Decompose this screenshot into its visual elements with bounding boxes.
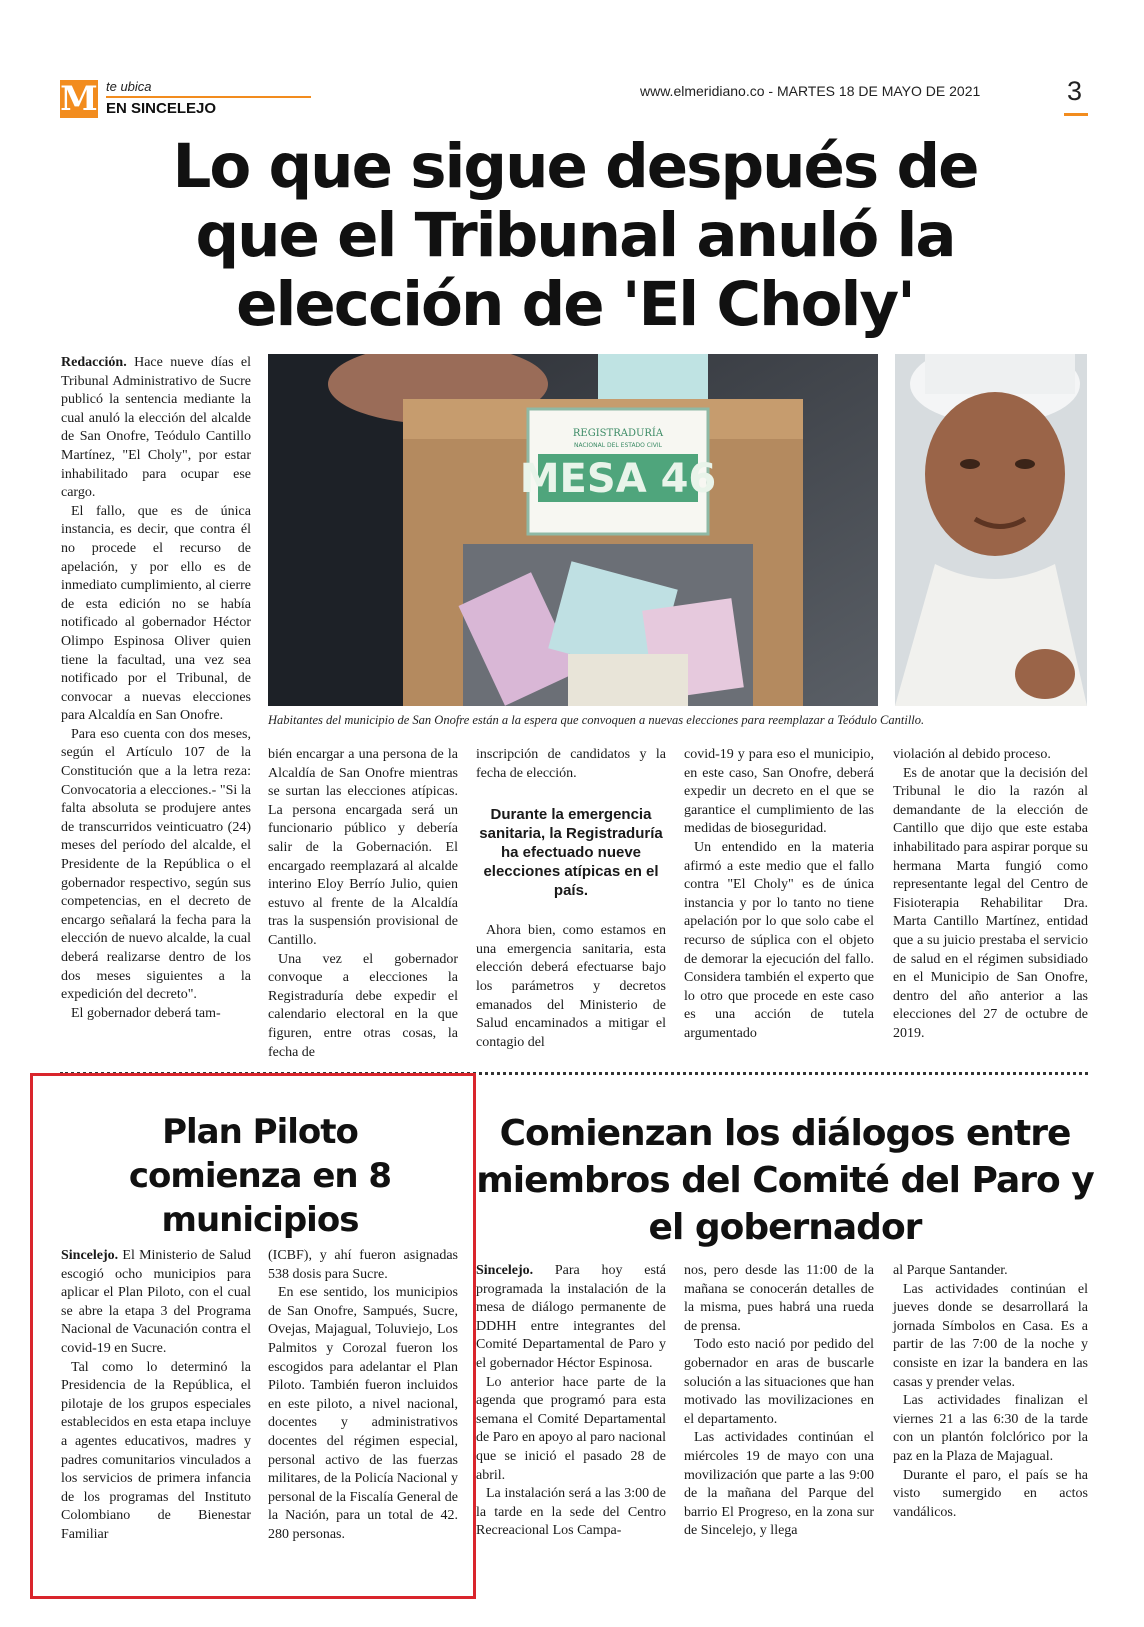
paragraph: Lo anterior hace parte de la agenda que programó para esta semana el Comité Departamental de Paro en apoyo al paro nacional que se inició el pasado 28 de abril. [476,1374,666,1483]
paragraph: El fallo, que es de única instancia, es decir, que contra él no procede el recurso de apelación, y por ello es de inmediato cumplimiento, al cierre de esta edición no se había notificado al gobernador Héctor Olimpo Espinosa Oliver quien tiene la facultad, una vez sea notificado por el Tribunal, de convocar a nuevas elecciones para Alcaldía en San Onofre. [61,503,251,724]
paragraph: La instalación será a las 3:00 de la tarde en la sede del Centro Recreacional Los Campa- [476,1486,666,1539]
ballot-box-illustration [268,354,878,706]
paragraph: En ese sentido, los municipios de San Onofre, Sampués, Sucre, Ovejas, Majagual, Toluviejo, Los Palmitos y Corozal fueron los escogidos para adelantar el Plan Piloto. También fueron incluidos en este piloto, a nivel nacional, docentes y administrativos docentes del régimen especial, personal activo de las fuerzas militares, de la Policía Nacional y personal de la Fiscalía General de la Nación, para un total de 42. 280 personas. [268,1285,458,1542]
page-number: 3 [1067,76,1083,106]
paragraph: Para eso cuenta con dos meses, según el Artículo 107 de la Constitución que a la letra reza: Convocatoria a elecciones.- "Si la falta absoluta se produjere antes de transcurridos veinticuatro (24) meses del período del alcalde, el Presidente de la República o el gobernador respectivo, según sus competencias, en el decreto de encargo señalará la fecha para la elección de nuevo alcalde, la cual deberá realizarse dentro de los dos meses siguientes a la expedición del decreto". [61,726,251,1003]
table-number: MESA 46 [519,456,717,502]
paragraph: Las actividades continúan el jueves donde se desarrollará la jornada Símbolos en Casa. Es a partir de las 7:00 de la noche y consiste en izar la bandera en las casas y prender velas. [893,1281,1088,1390]
paragraph: al Parque Santander. [893,1263,1008,1278]
paragraph: Las actividades finalizan el viernes 21 a las 6:30 de la tarde con un plantón folclórico por la paz en la Plaza de Majagual. [893,1393,1088,1464]
main-article-column-3 [476,746,666,1052]
paragraph: violación al debido proceso. [893,747,1051,762]
paragraph: Tal como lo determinó la Presidencia de la República, el pilotaje de los grupos especiales establecidos en esta etapa incluye a agentes educativos, madres y padres comunitarios vinculados a los servicios de primera infancia de los programas del Instituto Colombiano de Bienestar Familiar [61,1359,251,1542]
paragraph: Todo esto nació por pedido del gobernador en aras de buscarle solución a las situaciones que han motivado las movilizaciones en el departamento. [684,1337,874,1427]
registry-sublabel: NACIONAL DEL ESTADO CIVIL [573,442,663,449]
paragraph: Es de anotar que la decisión del Tribunal le dio la razón al demandante de la elección de Cantillo que dijo que este estaba inhabilitado para aspirar porque su hermana Marta fungió como representante legal del Centro de Fisioterapia Rehabilitar Dra. Marta Cantillo Martínez, entidad que a su juicio prestaba el servicio de salud en el régimen subsidiado en el Municipio de San Onofre, dentro del año anterior a las elecciones del 27 de octubre de 2019. [893,765,1088,1041]
comite-paro-column-3 [893,1262,1088,1522]
comite-paro-column-2 [684,1262,874,1541]
paragraph: Las actividades continúan el miércoles 19 de mayo con una movilización que parte a las 9:00 de la mañana del Parque del barrio El Progreso, en la zona sur de Sincelejo, y llega [684,1430,874,1539]
dateline: www.elmeridiano.co - MARTES 18 DE MAYO DE 2021 [640,83,981,99]
newspaper-logo: M [60,79,98,119]
main-article-column-2 [268,746,458,1062]
paragraph: Durante el paro, el país se ha visto sumergido en actos vandálicos. [893,1467,1088,1520]
header-rule [106,96,311,98]
main-article-column-5 [893,746,1088,1044]
paragraph: inscripción de candidatos y la fecha de elección. [476,747,666,781]
comite-paro-column-1 [476,1262,666,1541]
portrait-photo [895,354,1087,706]
page-number-rule [1064,113,1088,116]
photo-caption: Habitantes del municipio de San Onofre están a la espera que convoquen a nuevas elecciones para reemplazar a Teódulo Cantillo. [268,713,925,727]
plan-piloto-column-1 [61,1247,251,1545]
main-headline: Lo que sigue después de que el Tribunal anuló la elección de 'El Choly' [172,131,978,340]
registry-label: REGISTRADURÍA [572,428,664,439]
plan-piloto-column-2 [268,1247,458,1545]
paragraph: (ICBF), y ahí fueron asignadas 538 dosis para Sucre. [268,1248,458,1282]
paragraph: Para hoy está programada la instalación de la mesa de diálogo permanente de DDHH entre integrantes del Comité Departamental de Paro y el gobernador Héctor Espinosa. [476,1263,666,1371]
ballot-box-photo [268,354,878,706]
section-name: EN SINCELEJO [106,100,217,117]
byline: Redacción. [61,355,127,370]
main-article-column-4 [684,746,874,1044]
paragraph: Un entendido en la materia afirmó a este medio que el fallo contra "El Choly" es de única instancia y por lo tanto no tiene apelación por lo que solo cabe el recurso de súplica con el objeto de demorar la ejecución del fallo. Considera también el experto que lo otro que procede en este caso es una acción de tutela argumentado [684,839,874,1041]
paragraph: El gobernador deberá tam- [71,1005,221,1021]
paragraph: El Ministerio de Salud escogió ocho municipios para aplicar el Plan Piloto, con el cual se abre la etapa 3 del Programa Nacional de Vacunación contra el covid-19 en Sucre. [61,1248,251,1356]
paragraph: Ahora bien, como estamos en una emergencia sanitaria, esta elección deberá efectuarse bajo los parámetros y decretos emanados del Ministerio de Salud encaminados a mitigar el contagio del [476,923,666,1050]
paragraph: nos, pero desde las 11:00 de la mañana se conocerán detalles de la misma, pues habrá una rueda de prensa. [684,1263,874,1334]
logo-tagline: te ubica [106,79,152,94]
paragraph: bién encargar a una persona de la Alcaldía de San Onofre mientras se surtan las elecciones atípicas. La persona encargada será un funcionario público y debería salir de la Gobernación. El encargado reemplazará al alcalde interino Eloy Berrío Julio, quien estuvo al frente de la Alcaldía tras la suspensión provisional de Cantillo. [268,747,458,948]
paragraph: covid-19 y para eso el municipio, en este caso, San Onofre, deberá expedir un decreto en el que se garantice el cumplimiento de las medidas de bioseguridad. [684,747,874,837]
pull-quote: Durante la emergencia sanitaria, la Registraduría ha efectuado nueve elecciones atípicas en el país. [479,806,663,900]
plan-piloto-headline: Plan Piloto comienza en 8 municipios [128,1112,392,1240]
paragraph: Una vez el gobernador convoque a elecciones la Registraduría debe expedir el calendario electoral en la que figuren, entre otras cosas, la fecha de [268,951,458,1060]
dateline-lead: Sincelejo. [476,1263,534,1278]
dateline-lead: Sincelejo. [61,1248,119,1263]
main-article-column-1 [61,354,251,1023]
man-portrait-illustration [895,354,1087,706]
paragraph: Hace nueve días el Tribunal Administrativo de Sucre publicó la sentencia mediante la cual anuló la elección del alcalde de San Onofre, Teódulo Cantillo Martínez, "El Choly", por estar inhabilitado para ocupar ese cargo. [61,355,251,501]
comite-paro-headline: Comienzan los diálogos entre miembros del Comité del Paro y el gobernador [476,1113,1094,1248]
